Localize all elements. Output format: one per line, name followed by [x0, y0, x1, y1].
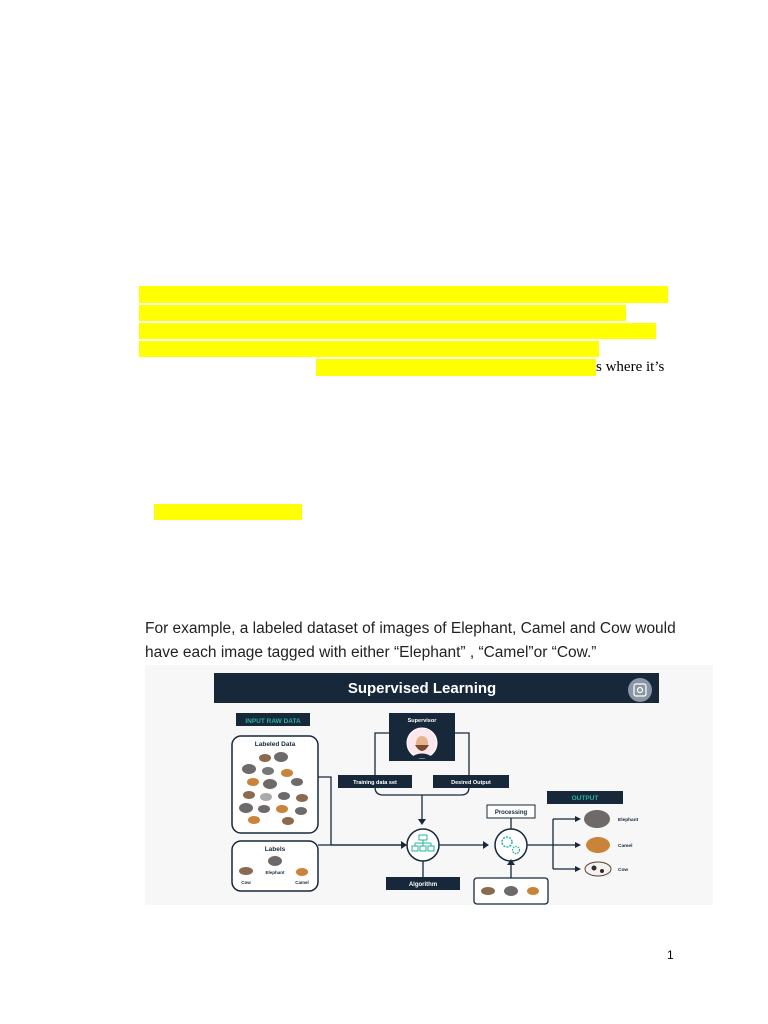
processing-label: Processing — [494, 810, 528, 816]
output-camel-icon — [586, 837, 610, 853]
input-raw-data-label: INPUT RAW DATA — [245, 718, 301, 725]
arrow-head — [483, 841, 489, 849]
supervised-learning-figure — [145, 665, 713, 905]
supervisor-label: Supervisor — [407, 718, 437, 724]
highlight-bar-1 — [139, 286, 668, 303]
figure-title: Supervised Learning — [347, 680, 497, 697]
training-data-set-label: Training data set — [353, 780, 397, 786]
output-elephant-label: Elephant — [618, 818, 639, 823]
elephant-icon — [295, 807, 307, 815]
camel-icon — [248, 816, 260, 824]
labels-label: Labels — [264, 846, 286, 853]
elephant-icon — [263, 779, 277, 789]
output-label: OUTPUT — [571, 795, 599, 802]
elephant-icon — [262, 767, 274, 775]
elephant-icon — [239, 803, 253, 813]
elephant-icon — [504, 886, 518, 896]
elephant-icon — [274, 752, 288, 762]
highlight-bar-2 — [139, 305, 626, 321]
lens-icon[interactable] — [628, 678, 652, 702]
labeled-data-label: Labeled Data — [254, 741, 296, 748]
cow-icon — [259, 754, 271, 762]
example-line-2: have each image tagged with either “Elephant” , “Camel”or “Cow.” — [145, 644, 597, 661]
camel-icon — [247, 778, 259, 786]
arrow-heads — [575, 816, 581, 872]
elephant-icon — [268, 856, 282, 866]
highlight-bar-6 — [154, 504, 302, 520]
elephant-icon — [258, 805, 270, 813]
cow-icon — [481, 887, 495, 895]
camel-icon — [281, 769, 293, 777]
cow-icon — [296, 794, 308, 802]
arrow-head — [418, 819, 426, 825]
processing-node — [495, 829, 527, 861]
output-branches — [553, 819, 577, 869]
elephant-icon — [278, 792, 290, 800]
elephant-icon — [242, 764, 256, 774]
label-camel: Camel — [295, 880, 309, 885]
camel-icon — [296, 868, 308, 876]
cow-icon — [282, 817, 294, 825]
highlight-bar-3 — [139, 323, 656, 339]
highlight-bar-4 — [139, 341, 599, 357]
desired-output-label: Desired Output — [451, 780, 491, 786]
arrow-head — [401, 841, 407, 849]
cow-spot — [592, 866, 597, 871]
paragraph-tail-text: s where it’s — [596, 359, 665, 375]
algorithm-label: Algorithm — [408, 882, 438, 888]
output-elephant-icon — [584, 810, 610, 828]
example-paragraph — [145, 617, 745, 665]
supervised-learning-diagram — [145, 665, 713, 905]
cow-spot — [600, 869, 604, 873]
camel-icon — [527, 887, 539, 895]
elephant-icon — [291, 778, 303, 786]
cow-icon — [243, 791, 255, 799]
label-elephant: Elephant — [265, 870, 285, 875]
label-cow: Cow — [241, 880, 251, 885]
output-cow-icon — [585, 862, 611, 876]
cow-icon — [239, 867, 253, 875]
cow-icon — [260, 793, 272, 801]
camel-icon — [276, 805, 288, 813]
output-camel-label: Camel — [618, 844, 633, 849]
example-line-1: For example, a labeled dataset of images of Elephant, Camel and Cow would — [145, 620, 676, 637]
highlight-bar-5 — [316, 359, 596, 376]
page-number: 1 — [667, 948, 674, 962]
output-cow-label: Cow — [618, 868, 629, 873]
